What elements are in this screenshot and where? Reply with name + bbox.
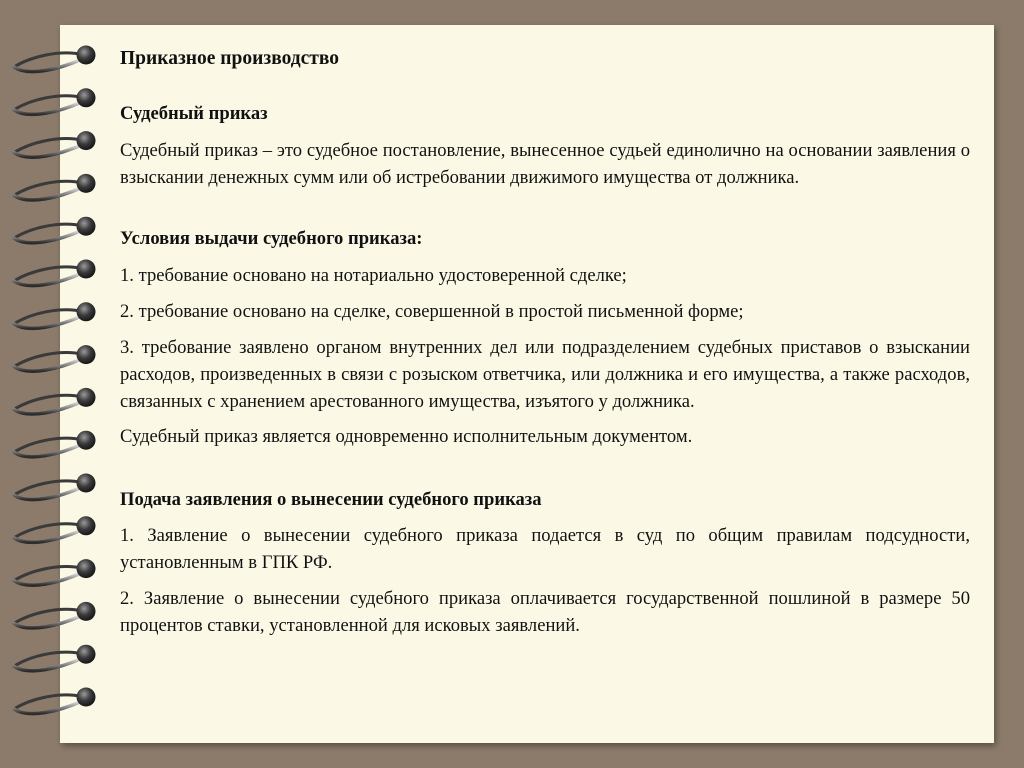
notebook-page <box>60 25 994 743</box>
paragraph-definition: Судебный приказ – это судебное постановление, вынесенное судьей единолично на основании заявления о взыскании денежных сумм или об истребовании движимого имущества от должника. <box>120 140 970 188</box>
section-heading-filing: Подача заявления о вынесении судебного приказа <box>120 489 542 510</box>
section-heading-court-order: Судебный приказ <box>120 103 268 124</box>
page-content <box>120 45 970 639</box>
paragraph-enforcement: Судебный приказ является одновременно исполнительным документом. <box>120 426 693 447</box>
condition-item-2: 2. требование основано на сделке, совершенной в простой письменной форме; <box>120 301 744 322</box>
filing-item-2: 2. Заявление о вынесении судебного приказа оплачивается государственной пошлиной в размере 50 процентов ставки, установленной для исковых заявлений. <box>120 588 970 636</box>
page-title: Приказное производство <box>120 48 340 69</box>
filing-item-1: 1. Заявление о вынесении судебного приказа подается в суд по общим правилам подсудности, установленным в ГПК РФ. <box>120 525 970 573</box>
condition-item-1: 1. требование основано на нотариально удостоверенной сделке; <box>120 265 627 286</box>
condition-item-3: 3. требование заявлено органом внутренних дел или подразделением судебных приставов о взыскании расходов, произведенных в связи с розыском ответчика, или должника и его имущества, а также расходов, связанных с хранением арестованного имущества, изъятого у должника. <box>120 337 970 412</box>
section-heading-conditions: Условия выдачи судебного приказа: <box>120 228 423 249</box>
